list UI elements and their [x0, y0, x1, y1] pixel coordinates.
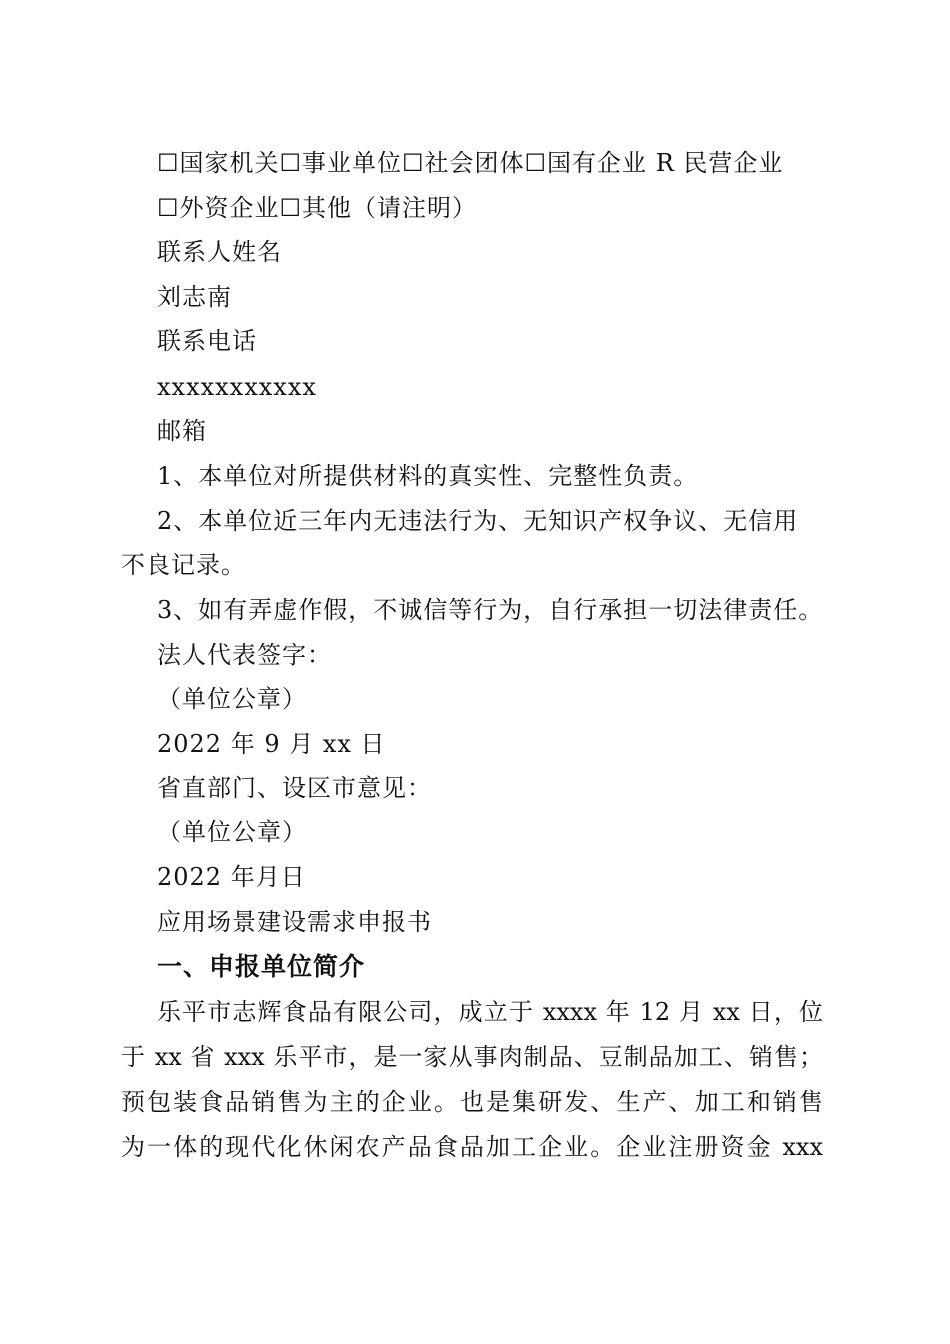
declaration-date-1: 2022 年 9 月 xx 日: [157, 730, 386, 758]
pledge-item-2-line-1: 2、本单位近三年内无违法行为、无知识产权争议、无信用: [157, 507, 799, 535]
intro-paragraph-line-3: 预包装食品销售为主的企业。也是集研发、生产、加工和销售: [121, 1088, 823, 1116]
intro-paragraph-line-2: 于 xx 省 xxx 乐平市，是一家从事肉制品、豆制品加工、销售；: [121, 1043, 823, 1071]
contact-name-value: 刘志南: [157, 283, 232, 311]
legal-rep-signature-label: 法人代表签字：: [157, 641, 332, 669]
unit-seal-label-2: （单位公章）: [157, 818, 307, 846]
contact-phone-label: 联系电话: [157, 327, 257, 355]
pledge-item-1: 1、本单位对所提供材料的真实性、完整性负责。: [157, 462, 699, 490]
pledge-item-2-line-2: 不良记录。: [121, 551, 246, 579]
intro-paragraph-line-1: 乐平市志辉食品有限公司，成立于 xxxx 年 12 月 xx 日，位: [157, 998, 823, 1026]
form-title: 应用场景建设需求申报书: [157, 908, 432, 936]
declaration-date-2: 2022 年月日: [157, 863, 306, 891]
unit-seal-label-1: （单位公章）: [157, 685, 307, 713]
email-label: 邮箱: [157, 417, 207, 445]
dept-opinion-label: 省直部门、设区市意见：: [157, 774, 432, 802]
pledge-item-3: 3、如有弄虚作假，不诚信等行为，自行承担一切法律责任。: [157, 596, 824, 624]
org-type-options-line-1: ☐国家机关☐事业单位☐社会团体☐国有企业 R 民营企业: [157, 149, 784, 177]
intro-paragraph-line-4: 为一体的现代化休闲农产品食品加工企业。企业注册资金 xxx: [121, 1133, 823, 1161]
contact-name-label: 联系人姓名: [157, 238, 282, 266]
section-heading: 一、申报单位简介: [157, 952, 366, 981]
contact-phone-value: xxxxxxxxxxx: [157, 373, 317, 401]
org-type-options-line-2: ☐外资企业☐其他（请注明）: [157, 194, 478, 222]
